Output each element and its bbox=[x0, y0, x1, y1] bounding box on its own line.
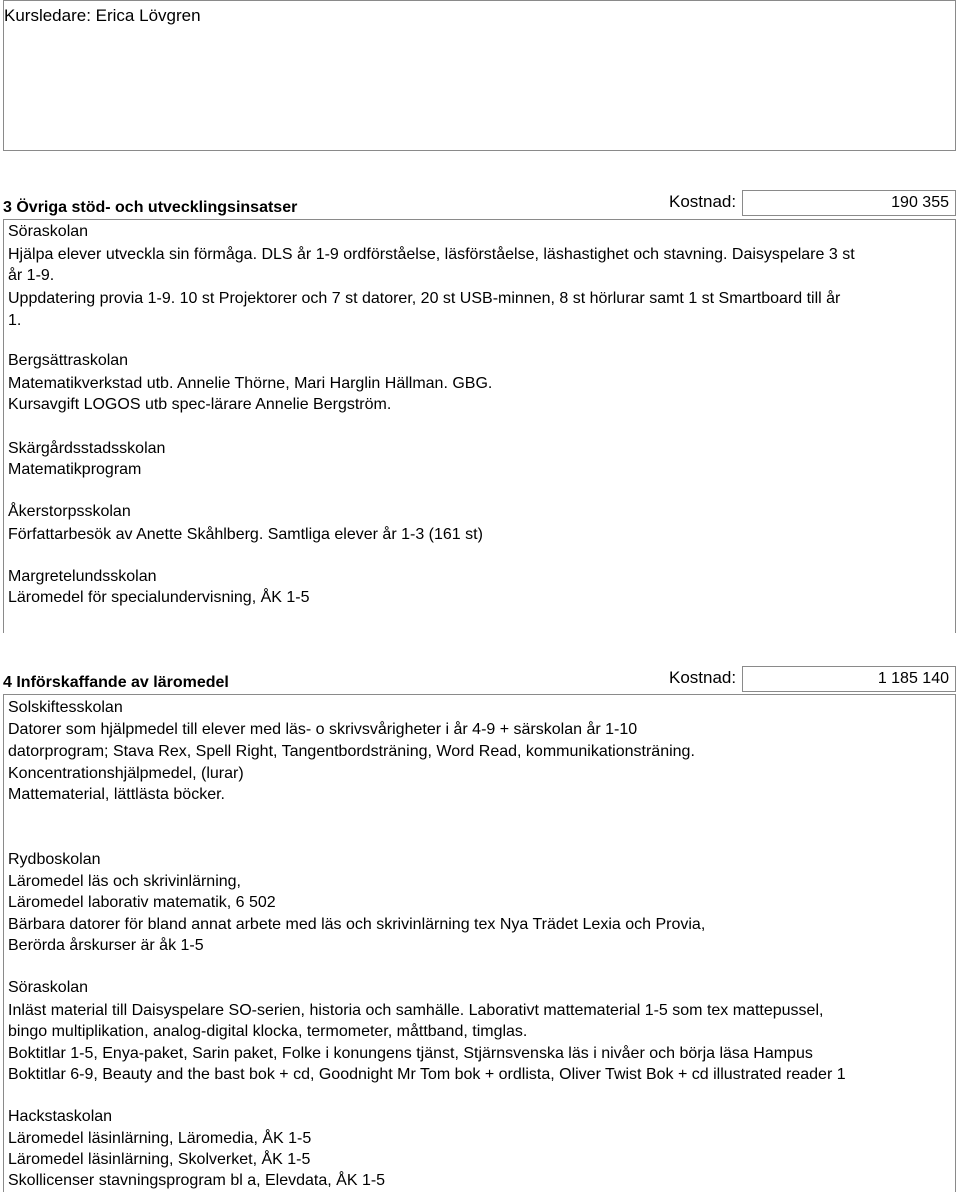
section-3-line: Matematikprogram bbox=[8, 461, 142, 478]
section-3-cost-label: Kostnad: bbox=[669, 192, 737, 211]
section-3-line: Margretelundsskolan bbox=[8, 568, 157, 585]
section-3-line: Kursavgift LOGOS utb spec-lärare Annelie Bergström. bbox=[8, 396, 392, 413]
section-4-line: Solskiftesskolan bbox=[8, 699, 123, 716]
section-3-cost-value: 190 355 bbox=[742, 190, 956, 216]
section-4-line: Söraskolan bbox=[8, 979, 89, 996]
section-4-line: Koncentrationshjälpmedel, (lurar) bbox=[8, 765, 244, 782]
section-4-line: Boktitlar 1-5, Enya-paket, Sarin paket, Folke i konungens tjänst, Stjärnsvenska läs i nivåer och börja läsa Hampus bbox=[8, 1045, 813, 1062]
section-4-line: Skollicenser stavningsprogram bl a, Elevdata, ÅK 1-5 bbox=[8, 1172, 386, 1189]
section-4-cost-value: 1 185 140 bbox=[742, 666, 956, 692]
section-3-line: år 1-9. bbox=[8, 267, 55, 284]
section-3-title: 3 Övriga stöd- och utvecklingsinsatser bbox=[3, 199, 298, 216]
section-3-line: Författarbesök av Anette Skåhlberg. Samtliga elever år 1-3 (161 st) bbox=[8, 526, 483, 543]
section-3-line: Skärgårdsstadsskolan bbox=[8, 440, 166, 457]
section-4-line: Hackstaskolan bbox=[8, 1108, 113, 1125]
section-4-line: Rydboskolan bbox=[8, 851, 101, 868]
section-4-line: Läromedel läs och skrivinlärning, bbox=[8, 873, 241, 890]
section-3-line: Matematikverkstad utb. Annelie Thörne, Mari Harglin Hällman. GBG. bbox=[8, 375, 493, 392]
section-4-title: 4 Införskaffande av läromedel bbox=[3, 674, 229, 691]
section-4-line: Läromedel läsinlärning, Skolverket, ÅK 1-5 bbox=[8, 1151, 311, 1168]
section-3-line: Åkerstorpsskolan bbox=[8, 503, 131, 520]
section-4-line: bingo multiplikation, analog-digital klocka, termometer, måttband, timglas. bbox=[8, 1023, 528, 1040]
section-4-line: Inläst material till Daisyspelare SO-serien, historia och samhälle. Laborativt mattematerial 1-5 som tex mattepussel, bbox=[8, 1002, 824, 1019]
section-4-line: Läromedel laborativ matematik, 6 502 bbox=[8, 894, 276, 911]
section-3-line: Bergsättraskolan bbox=[8, 352, 129, 369]
course-leader: Kursledare: Erica Lövgren bbox=[4, 6, 201, 25]
section-4-line: Boktitlar 6-9, Beauty and the bast bok + cd, Goodnight Mr Tom bok + ordlista, Oliver Twist Bok + cd illustrated reader 1 bbox=[8, 1066, 846, 1083]
section-3-line: Söraskolan bbox=[8, 223, 89, 240]
section-4-line: Läromedel läsinlärning, Läromedia, ÅK 1-5 bbox=[8, 1130, 312, 1147]
section-4-line: datorprogram; Stava Rex, Spell Right, Tangentbordsträning, Word Read, kommunikationsträning. bbox=[8, 743, 695, 760]
section-4-line: Bärbara datorer för bland annat arbete med läs och skrivinlärning tex Nya Trädet Lexia och Provia, bbox=[8, 916, 706, 933]
section-3-line: Uppdatering provia 1-9. 10 st Projektorer och 7 st datorer, 20 st USB-minnen, 8 st hörlurar samt 1 st Smartboard till år bbox=[8, 290, 841, 307]
section-3-line: Hjälpa elever utveckla sin förmåga. DLS år 1-9 ordförståelse, läsförståelse, läshastighet och stavning. Daisyspelare 3 st bbox=[8, 246, 855, 263]
section-4-line: Datorer som hjälpmedel till elever med läs- o skrivsvårigheter i år 4-9 + särskolan år 1-10 bbox=[8, 721, 638, 738]
section-3-line: 1. bbox=[8, 312, 22, 329]
section-4-line: Mattematerial, lättlästa böcker. bbox=[8, 786, 225, 803]
section-4-cost-label: Kostnad: bbox=[669, 668, 737, 687]
section-4-content bbox=[3, 694, 956, 1192]
section-3-content bbox=[3, 219, 956, 633]
section-4-line: Berörda årskurser är åk 1-5 bbox=[8, 937, 204, 954]
course-leader-box bbox=[3, 0, 956, 151]
section-3-line: Läromedel för specialundervisning, ÅK 1-5 bbox=[8, 589, 310, 606]
